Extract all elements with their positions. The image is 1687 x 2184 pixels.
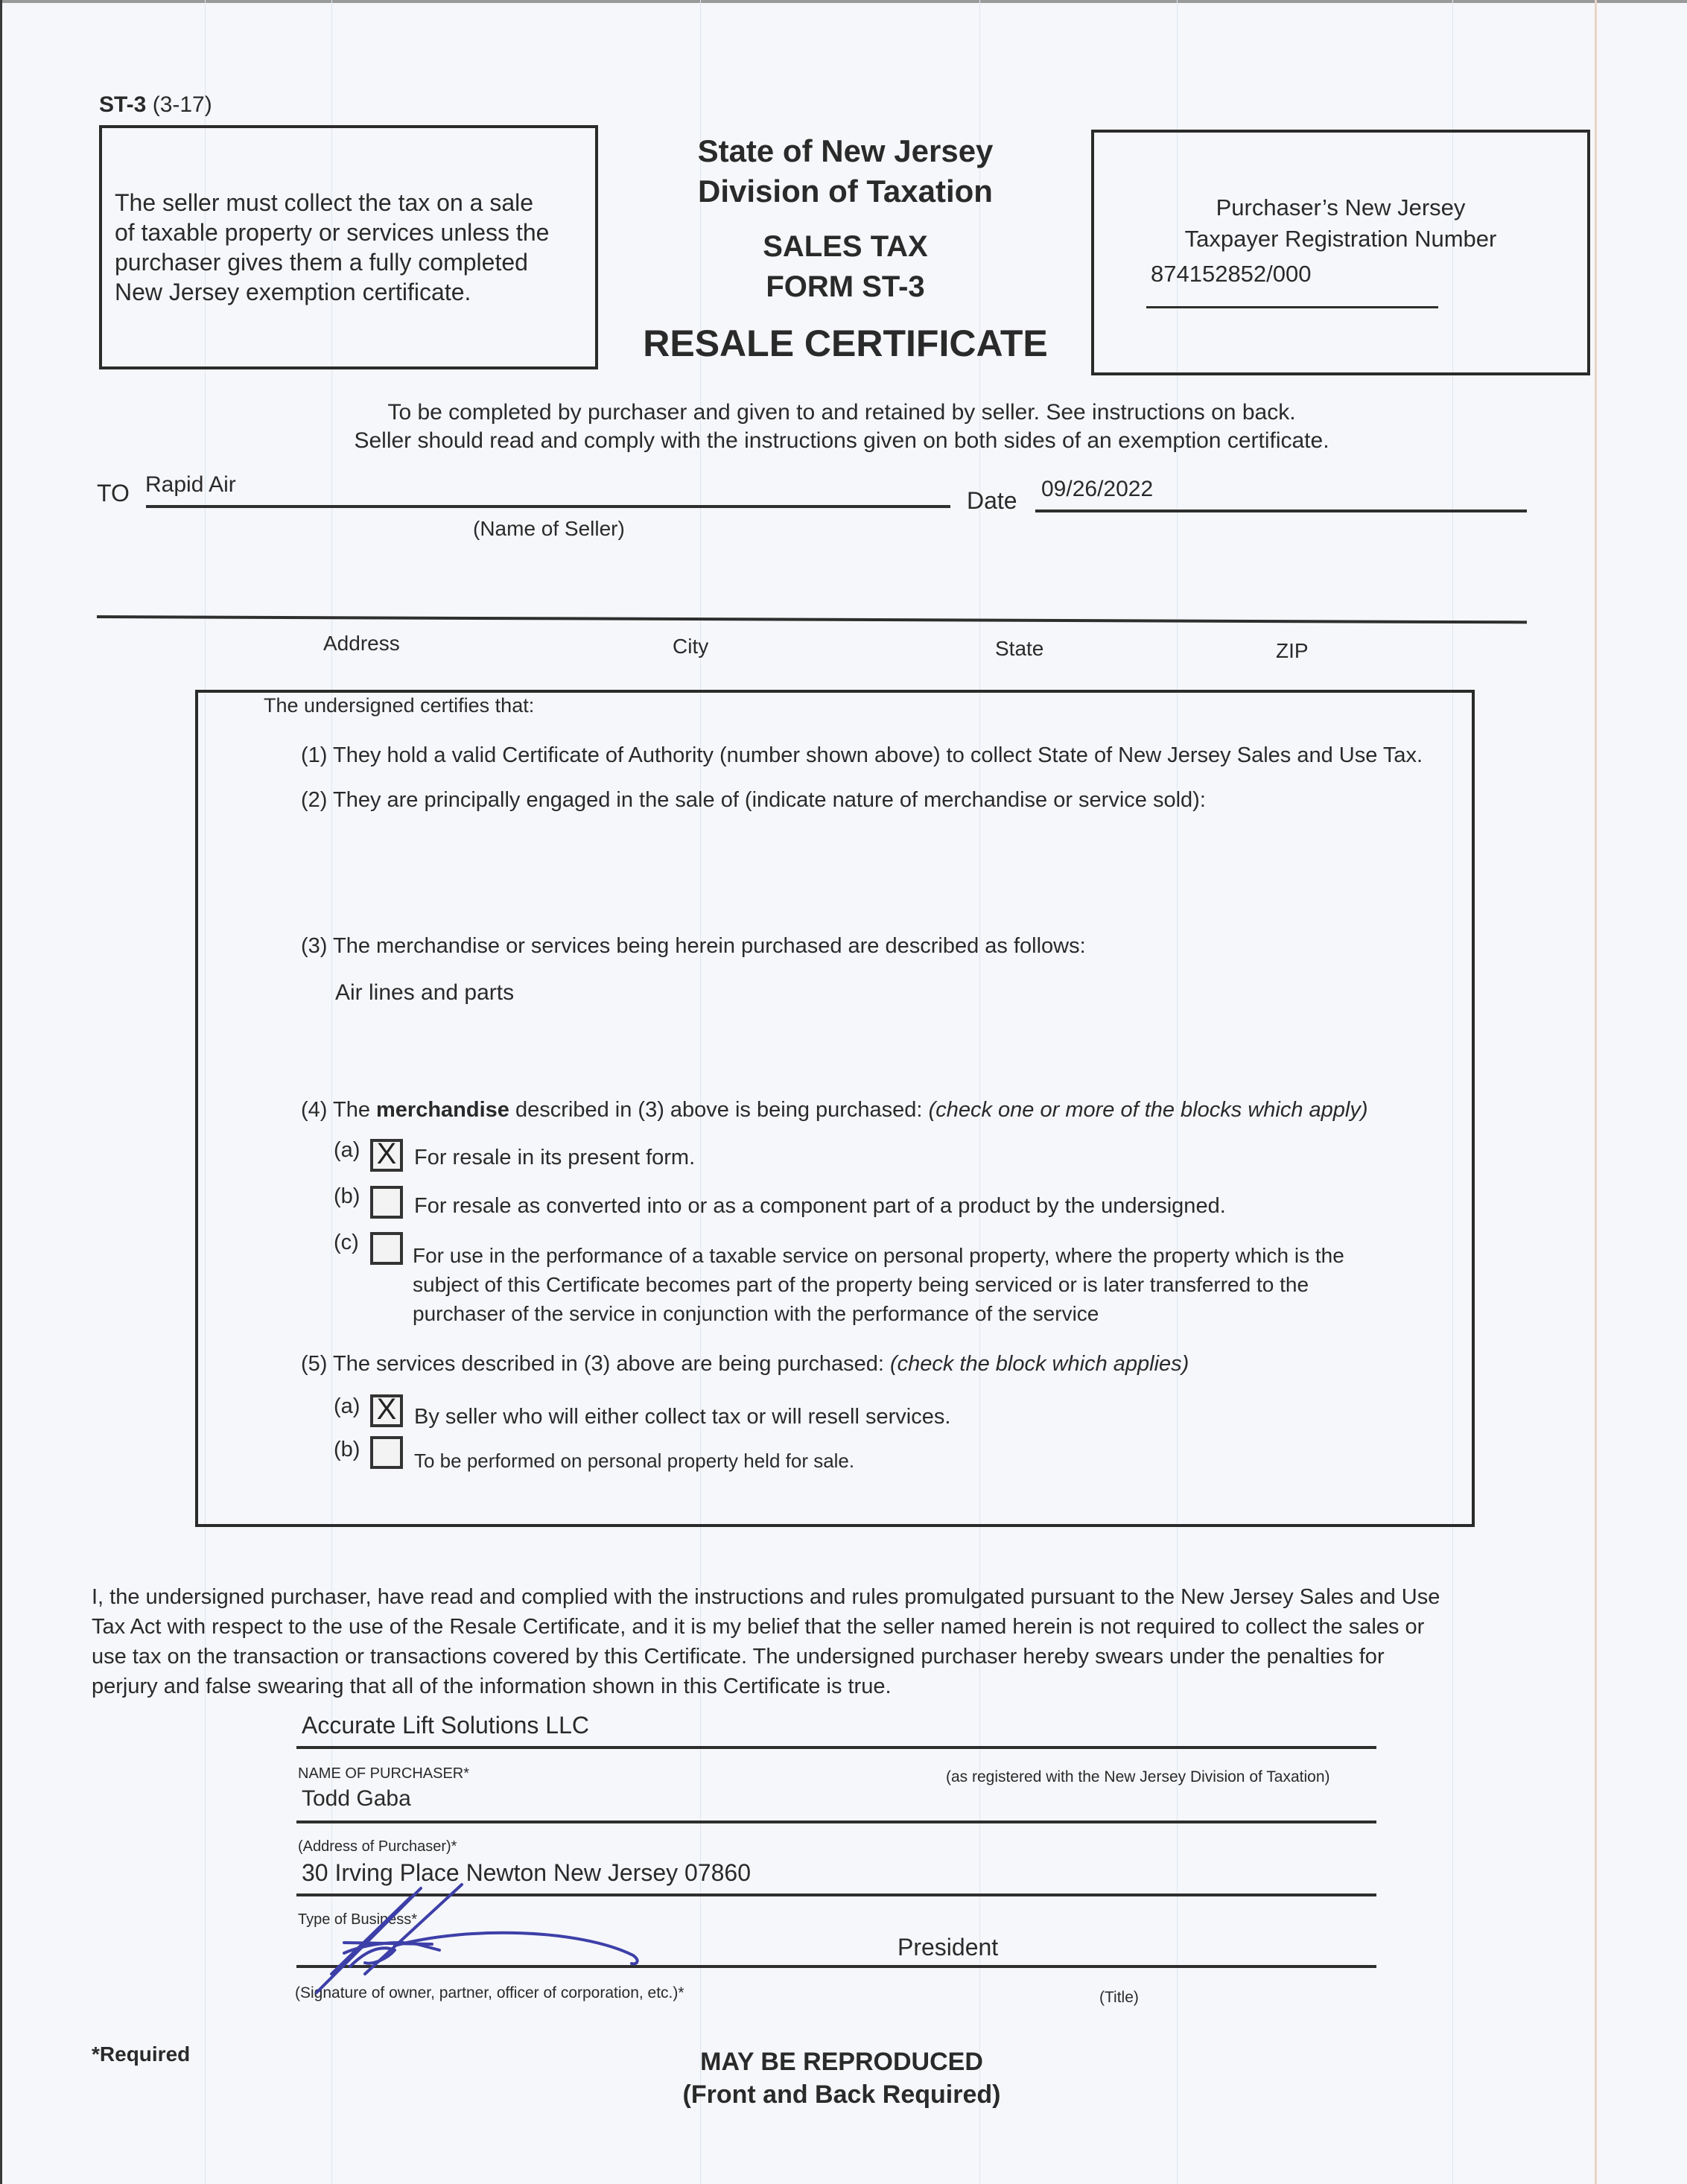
seller-notice-box [99, 125, 598, 369]
certification-item-5 [301, 1352, 1189, 1377]
notice-line: New Jersey exemption certificate. [115, 279, 471, 305]
nature-of-business-field[interactable] [335, 827, 1437, 857]
form-line-number: FORM ST-3 [766, 270, 925, 303]
purchaser-address-field[interactable]: Todd Gaba [302, 1786, 411, 1811]
purchaser-name-note: (as registered with the New Jersey Division of Taxation) [946, 1768, 1330, 1785]
to-label: TO [97, 480, 130, 507]
seller-name-field[interactable]: Rapid Air [145, 472, 236, 497]
purchaser-address-label: (Address of Purchaser)* [298, 1838, 457, 1855]
certification-item-3: (3) The merchandise or services being herein purchased are described as follows: [301, 934, 1086, 958]
x-mark-icon: X [376, 1393, 397, 1426]
agency-line-state: State of New Jersey [697, 133, 994, 168]
notice-line: of taxable property or services unless the [115, 219, 550, 246]
declaration-text [92, 1582, 1440, 1701]
checkbox-resale-converted[interactable] [370, 1186, 403, 1219]
option-text-line: subject of this Certificate becomes part of the property being serviced or is later transferred to the [413, 1273, 1309, 1296]
item4-bold: merchandise [376, 1098, 509, 1122]
scan-edge-right [1595, 0, 1597, 2184]
option-text-line: purchaser of the service in conjunction with the performance of the service [413, 1302, 1099, 1325]
option-letter: (b) [334, 1438, 360, 1461]
declaration-line: perjury and false swearing that all of the information shown in this Certificate is true. [92, 1674, 892, 1698]
signature-stroke [395, 1933, 638, 1964]
option-letter: (a) [334, 1394, 360, 1418]
option-text [413, 1241, 1344, 1328]
option-text: By seller who will either collect tax or will resell services. [414, 1405, 951, 1429]
form-id-revision: (3-17) [152, 92, 212, 117]
certification-item-4 [301, 1098, 1368, 1123]
registration-box [1091, 130, 1590, 375]
title-label: (Title) [1099, 1989, 1139, 2006]
item5-instruction: (check the block which applies) [889, 1352, 1189, 1376]
x-mark-icon: X [376, 1137, 397, 1170]
required-note: *Required [92, 2042, 191, 2066]
seller-name-underline [146, 505, 950, 508]
instructions-line: To be completed by purchaser and given to and retained by seller. See instructions on back. [387, 400, 1296, 425]
form-line-sales-tax: SALES TAX [763, 230, 928, 263]
signature-underline [296, 1965, 1376, 1968]
agency-line-division: Division of Taxation [698, 174, 993, 209]
reproduction-notice [618, 2045, 1065, 2111]
date-underline [1035, 510, 1527, 512]
business-type-field[interactable]: 30 Irving Place Newton New Jersey 07860 [302, 1859, 751, 1886]
option-text: For resale in its present form. [414, 1146, 696, 1169]
notice-line: purchaser gives them a fully completed [115, 249, 528, 276]
date-field[interactable]: 09/26/2022 [1041, 477, 1154, 501]
purchaser-name-underline [296, 1746, 1376, 1749]
declaration-line: I, the undersigned purchaser, have read and complied with the instructions and rules promulgated pursuant to the New Jersey Sales and Use [92, 1585, 1440, 1609]
purchaser-address-underline [296, 1820, 1376, 1823]
scan-edge-left [0, 0, 2, 2184]
option-text-line: For use in the performance of a taxable service on personal property, where the property which is the [413, 1244, 1344, 1267]
scan-edge-top [0, 0, 1687, 3]
option-text: For resale as converted into or as a component part of a product by the undersigned. [414, 1194, 1226, 1218]
instructions-line: Seller should read and comply with the instructions given on both sides of an exemption certificate. [354, 428, 1329, 453]
form-type-heading [618, 226, 1073, 307]
form-id-code: ST-3 [99, 92, 147, 117]
seller-name-caption: (Name of Seller) [473, 517, 625, 540]
registration-label-line: Taxpayer Registration Number [1184, 226, 1497, 252]
signature-stroke [365, 1885, 462, 1974]
date-label: Date [967, 487, 1017, 514]
checkbox-taxable-service-use[interactable] [370, 1232, 403, 1265]
signature-stroke [350, 1948, 395, 1966]
signature-stroke [317, 1888, 421, 1993]
seller-notice-text [115, 188, 591, 307]
declaration-line: use tax on the transaction or transactions covered by this Certificate. The undersigned purchaser hereby swears under the penalties for [92, 1645, 1385, 1669]
option-letter: (a) [334, 1138, 360, 1162]
signature-label: (Signature of owner, partner, officer of corporation, etc.)* [295, 1984, 684, 2002]
option-text: To be performed on personal property held for sale. [414, 1450, 855, 1472]
reproduction-line: (Front and Back Required) [682, 2080, 1001, 2109]
purchased-items-field[interactable]: Air lines and parts [335, 980, 515, 1005]
purchaser-name-label: NAME OF PURCHASER* [298, 1765, 470, 1782]
signature-stroke [331, 1898, 410, 1974]
item5-prefix: (5) The services described in (3) above are being purchased: [301, 1352, 890, 1376]
registration-label-line: Purchaser’s New Jersey [1216, 194, 1466, 220]
declaration-line: Tax Act with respect to the use of the Resale Certificate, and it is my belief that the seller named herein is not required to collect the sales or [92, 1615, 1425, 1639]
checkbox-resale-present-form[interactable] [370, 1139, 403, 1172]
item4-instruction: (check one or more of the blocks which apply) [928, 1098, 1368, 1122]
item4-prefix: (4) The [301, 1098, 377, 1122]
form-title: RESALE CERTIFICATE [643, 323, 1048, 364]
registration-label [1094, 192, 1587, 255]
option-letter: (b) [334, 1184, 360, 1208]
purchaser-name-field[interactable]: Accurate Lift Solutions LLC [302, 1712, 589, 1739]
certification-item-2: (2) They are principally engaged in the sale of (indicate nature of merchandise or service sold): [301, 788, 1206, 812]
zip-label: ZIP [1276, 639, 1309, 662]
seller-address-field[interactable] [97, 588, 1527, 615]
city-label: City [673, 635, 709, 658]
item4-mid: described in (3) above is being purchased: [509, 1098, 929, 1122]
certification-item-1: (1) They hold a valid Certificate of Authority (number shown above) to collect State of New Jersey Sales and Use Tax. [301, 743, 1423, 767]
signature-stroke [344, 1943, 439, 1953]
checkbox-personal-property-held-for-sale[interactable] [370, 1436, 403, 1469]
agency-heading [618, 131, 1073, 212]
state-label: State [995, 637, 1044, 660]
instructions [223, 399, 1460, 455]
checkbox-seller-collect-tax[interactable] [370, 1394, 403, 1427]
registration-number-field[interactable]: 874152852/000 [1151, 261, 1312, 287]
registration-number-underline [1146, 306, 1438, 308]
seller-address-underline [97, 615, 1527, 623]
form-id [99, 92, 212, 118]
business-type-label: Type of Business* [298, 1911, 418, 1928]
certification-intro: The undersigned certifies that: [264, 694, 535, 717]
address-label: Address [323, 632, 400, 655]
title-field[interactable]: President [897, 1934, 999, 1961]
notice-line: The seller must collect the tax on a sale [115, 189, 534, 216]
option-letter: (c) [334, 1231, 359, 1254]
business-type-underline [296, 1893, 1376, 1896]
reproduction-line: MAY BE REPRODUCED [700, 2048, 983, 2076]
signature-stroke [344, 1943, 432, 1944]
